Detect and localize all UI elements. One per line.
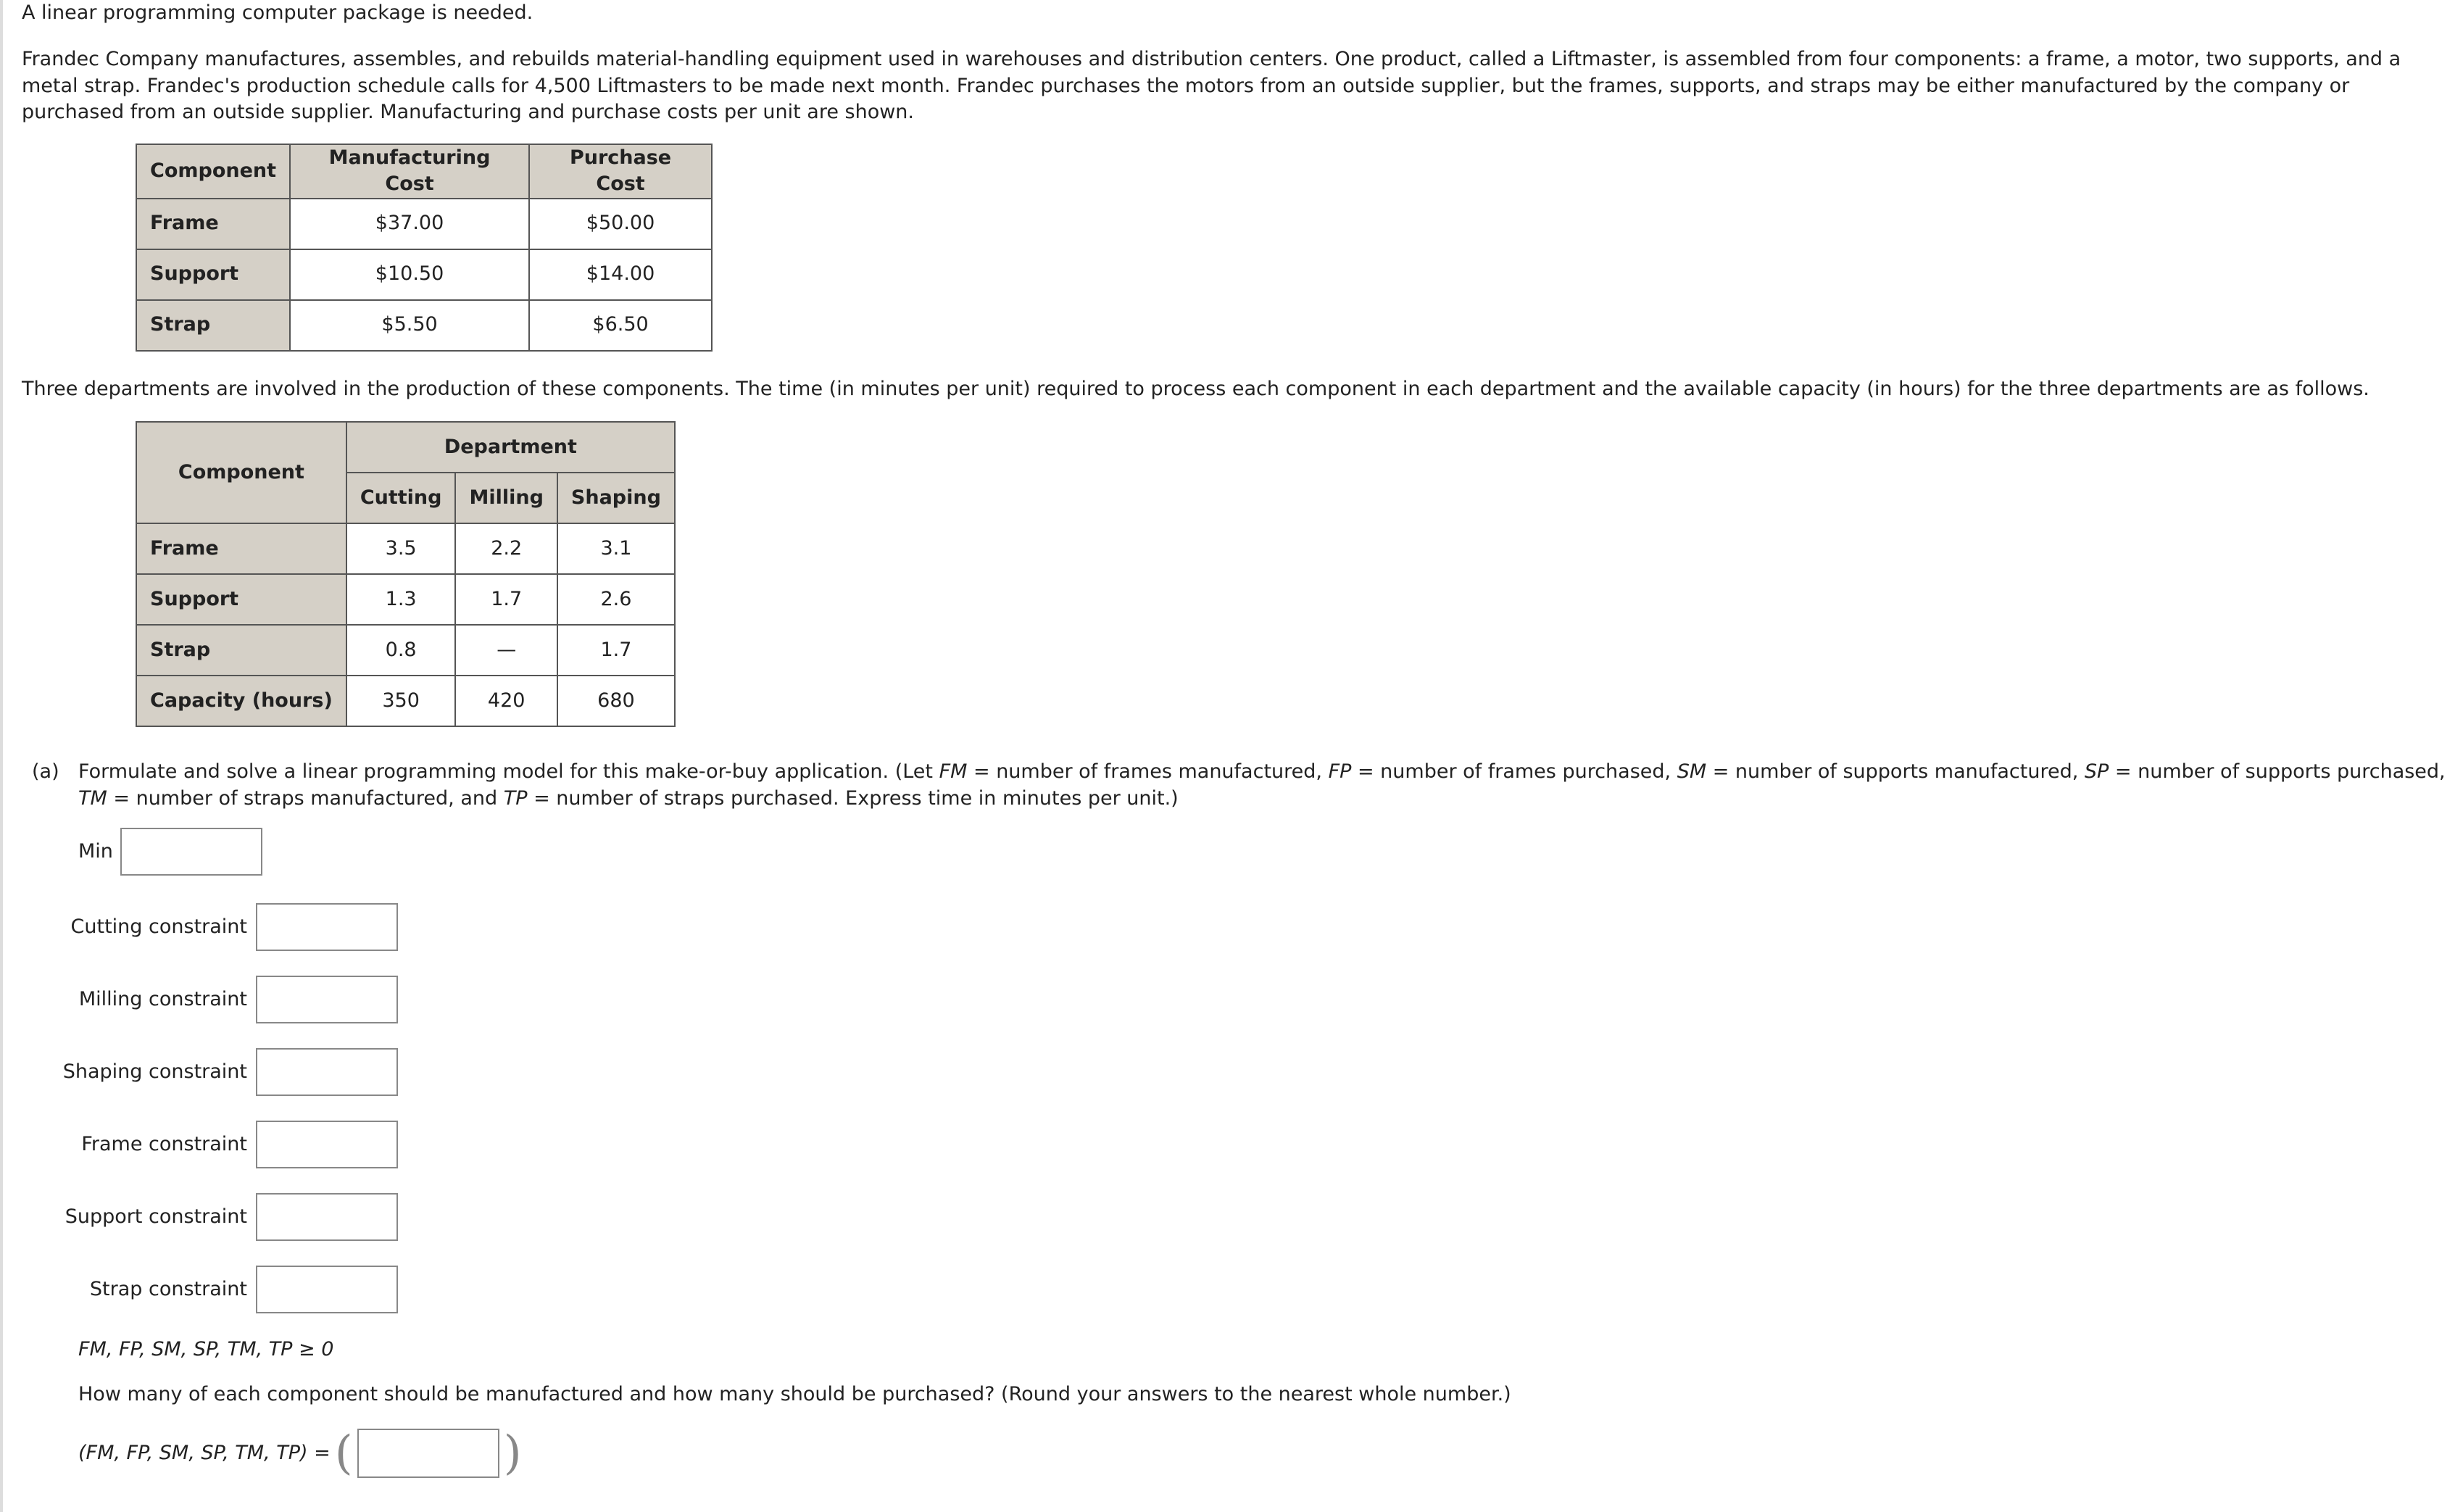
- strap-constraint-input[interactable]: [256, 1266, 398, 1313]
- part-a-text-segment: = number of frames manufactured,: [967, 760, 1329, 784]
- min-label: Min: [78, 839, 113, 863]
- cost-component: Frame: [136, 199, 290, 249]
- part-a-text-segment: = number of straps manufactured, and: [107, 786, 504, 810]
- time-cell: 1.7: [557, 625, 675, 676]
- support-constraint-row: [22, 1192, 2450, 1242]
- time-cell: 3.5: [346, 523, 456, 574]
- cost-row-strap: [136, 300, 712, 351]
- time-cell: 1.3: [346, 574, 456, 625]
- part-a-label: (a): [32, 760, 59, 784]
- right-paren-icon: ): [503, 1426, 522, 1480]
- time-component: Frame: [136, 523, 346, 574]
- time-row-support: [136, 574, 675, 625]
- cost-component: Support: [136, 249, 290, 300]
- part-a-prompt: [22, 759, 2450, 812]
- left-border: [0, 0, 3, 1512]
- variable-tp: TP: [503, 786, 528, 810]
- variable-fm: FM: [939, 760, 968, 784]
- intro-text: A linear programming computer package is needed.: [22, 1, 533, 24]
- manufacturing-cost: $10.50: [290, 249, 529, 300]
- purchase-cost: $50.00: [529, 199, 712, 249]
- answer-row: [78, 1424, 2450, 1482]
- time-component: Capacity (hours): [136, 676, 346, 726]
- cost-row-frame: [136, 199, 712, 249]
- problem-description: Frandec Company manufactures, assembles, and rebuilds material-handling equipment used in warehouses and distribution centers. One product, called a Liftmaster, is assembled from four components: a frame, a motor, two supports, and a metal strap. Frandec's production schedule calls for 4,500 Liftmasters to be made next month. Frandec purchases the motors from an outside supplier, but the frames, supports, and straps may be either manufactured by the company or purchased from an outside supplier. Manufacturing and purchase costs per unit are shown.: [22, 48, 2401, 124]
- departments-text: Three departments are involved in the production of these components. The time (in minutes per unit) required to process each component in each department and the available capacity (in hours) for the three departments are as follows.: [22, 377, 2369, 400]
- time-cell: 2.2: [455, 523, 557, 574]
- time-table: [136, 421, 676, 727]
- constraint-label: Strap constraint: [89, 1277, 247, 1300]
- objective-row: [78, 826, 2450, 877]
- shaping-constraint-input[interactable]: [256, 1048, 398, 1096]
- time-row-frame: [136, 523, 675, 574]
- part-a-text-segment: = number of supports purchased,: [2109, 760, 2446, 784]
- constraint-label: Frame constraint: [81, 1132, 247, 1155]
- cost-header-manufacturing: Manufacturing Cost: [290, 144, 529, 199]
- capacity-cell: 680: [557, 676, 675, 726]
- manufacturing-cost: $37.00: [290, 199, 529, 249]
- cost-table-header-row: [136, 144, 712, 199]
- variable-tm: TM: [78, 786, 107, 810]
- dept-cutting-header: Cutting: [346, 473, 456, 523]
- cost-header-component: Component: [136, 144, 290, 199]
- frame-constraint-row: [22, 1119, 2450, 1170]
- cost-header-purchase: Purchase Cost: [529, 144, 712, 199]
- constraint-label: Support constraint: [65, 1205, 247, 1228]
- time-header-department: Department: [346, 422, 675, 473]
- strap-constraint-row: [22, 1264, 2450, 1315]
- cutting-constraint-row: [22, 902, 2450, 952]
- time-cell: 2.6: [557, 574, 675, 625]
- milling-constraint-input[interactable]: [256, 976, 398, 1023]
- left-paren-icon: (: [334, 1426, 353, 1480]
- time-header-component: Component: [136, 422, 346, 523]
- time-cell: 1.7: [455, 574, 557, 625]
- time-cell: 0.8: [346, 625, 456, 676]
- capacity-cell: 420: [455, 676, 557, 726]
- frame-constraint-input[interactable]: [256, 1121, 398, 1168]
- time-row-capacity: [136, 676, 675, 726]
- cost-component: Strap: [136, 300, 290, 351]
- cost-row-support: [136, 249, 712, 300]
- constraints-list: [22, 902, 2450, 1315]
- capacity-cell: 350: [346, 676, 456, 726]
- dept-shaping-header: Shaping: [557, 473, 675, 523]
- cost-table: [136, 144, 713, 352]
- variable-sp: SP: [2084, 760, 2109, 784]
- constraint-label: Milling constraint: [78, 987, 247, 1010]
- variable-fp: FP: [1328, 760, 1352, 784]
- dept-milling-header: Milling: [455, 473, 557, 523]
- nonnegativity-constraint: FM, FP, SM, SP, TM, TP ≥ 0: [78, 1337, 334, 1361]
- question-page: [22, 0, 2450, 1482]
- part-a-text-segment: = number of straps purchased. Express time in minutes per unit.): [527, 786, 1179, 810]
- support-constraint-input[interactable]: [256, 1193, 398, 1241]
- time-cell: 3.1: [557, 523, 675, 574]
- objective-input[interactable]: [120, 828, 262, 876]
- time-cell: —: [455, 625, 557, 676]
- time-table-header-row: [136, 422, 675, 473]
- time-component: Support: [136, 574, 346, 625]
- constraint-label: Cutting constraint: [70, 915, 247, 938]
- answer-label: (FM, FP, SM, SP, TM, TP) =: [78, 1441, 331, 1464]
- shaping-constraint-row: [22, 1047, 2450, 1097]
- cutting-constraint-input[interactable]: [256, 903, 398, 951]
- purchase-cost: $14.00: [529, 249, 712, 300]
- milling-constraint-row: [22, 974, 2450, 1025]
- time-component: Strap: [136, 625, 346, 676]
- variable-sm: SM: [1677, 760, 1707, 784]
- purchase-cost: $6.50: [529, 300, 712, 351]
- solution-input[interactable]: [357, 1429, 499, 1478]
- time-row-strap: [136, 625, 675, 676]
- part-a-text-segment: = number of supports manufactured,: [1706, 760, 2085, 784]
- part-a-text: [78, 760, 2446, 809]
- solution-question: How many of each component should be manufactured and how many should be purchased? (Round your answers to the nearest whole number.): [78, 1383, 1511, 1406]
- manufacturing-cost: $5.50: [290, 300, 529, 351]
- part-a-text-segment: Formulate and solve a linear programming model for this make-or-buy application. (Let: [78, 760, 939, 784]
- part-a-text-segment: = number of frames purchased,: [1351, 760, 1677, 784]
- constraint-label: Shaping constraint: [62, 1060, 247, 1083]
